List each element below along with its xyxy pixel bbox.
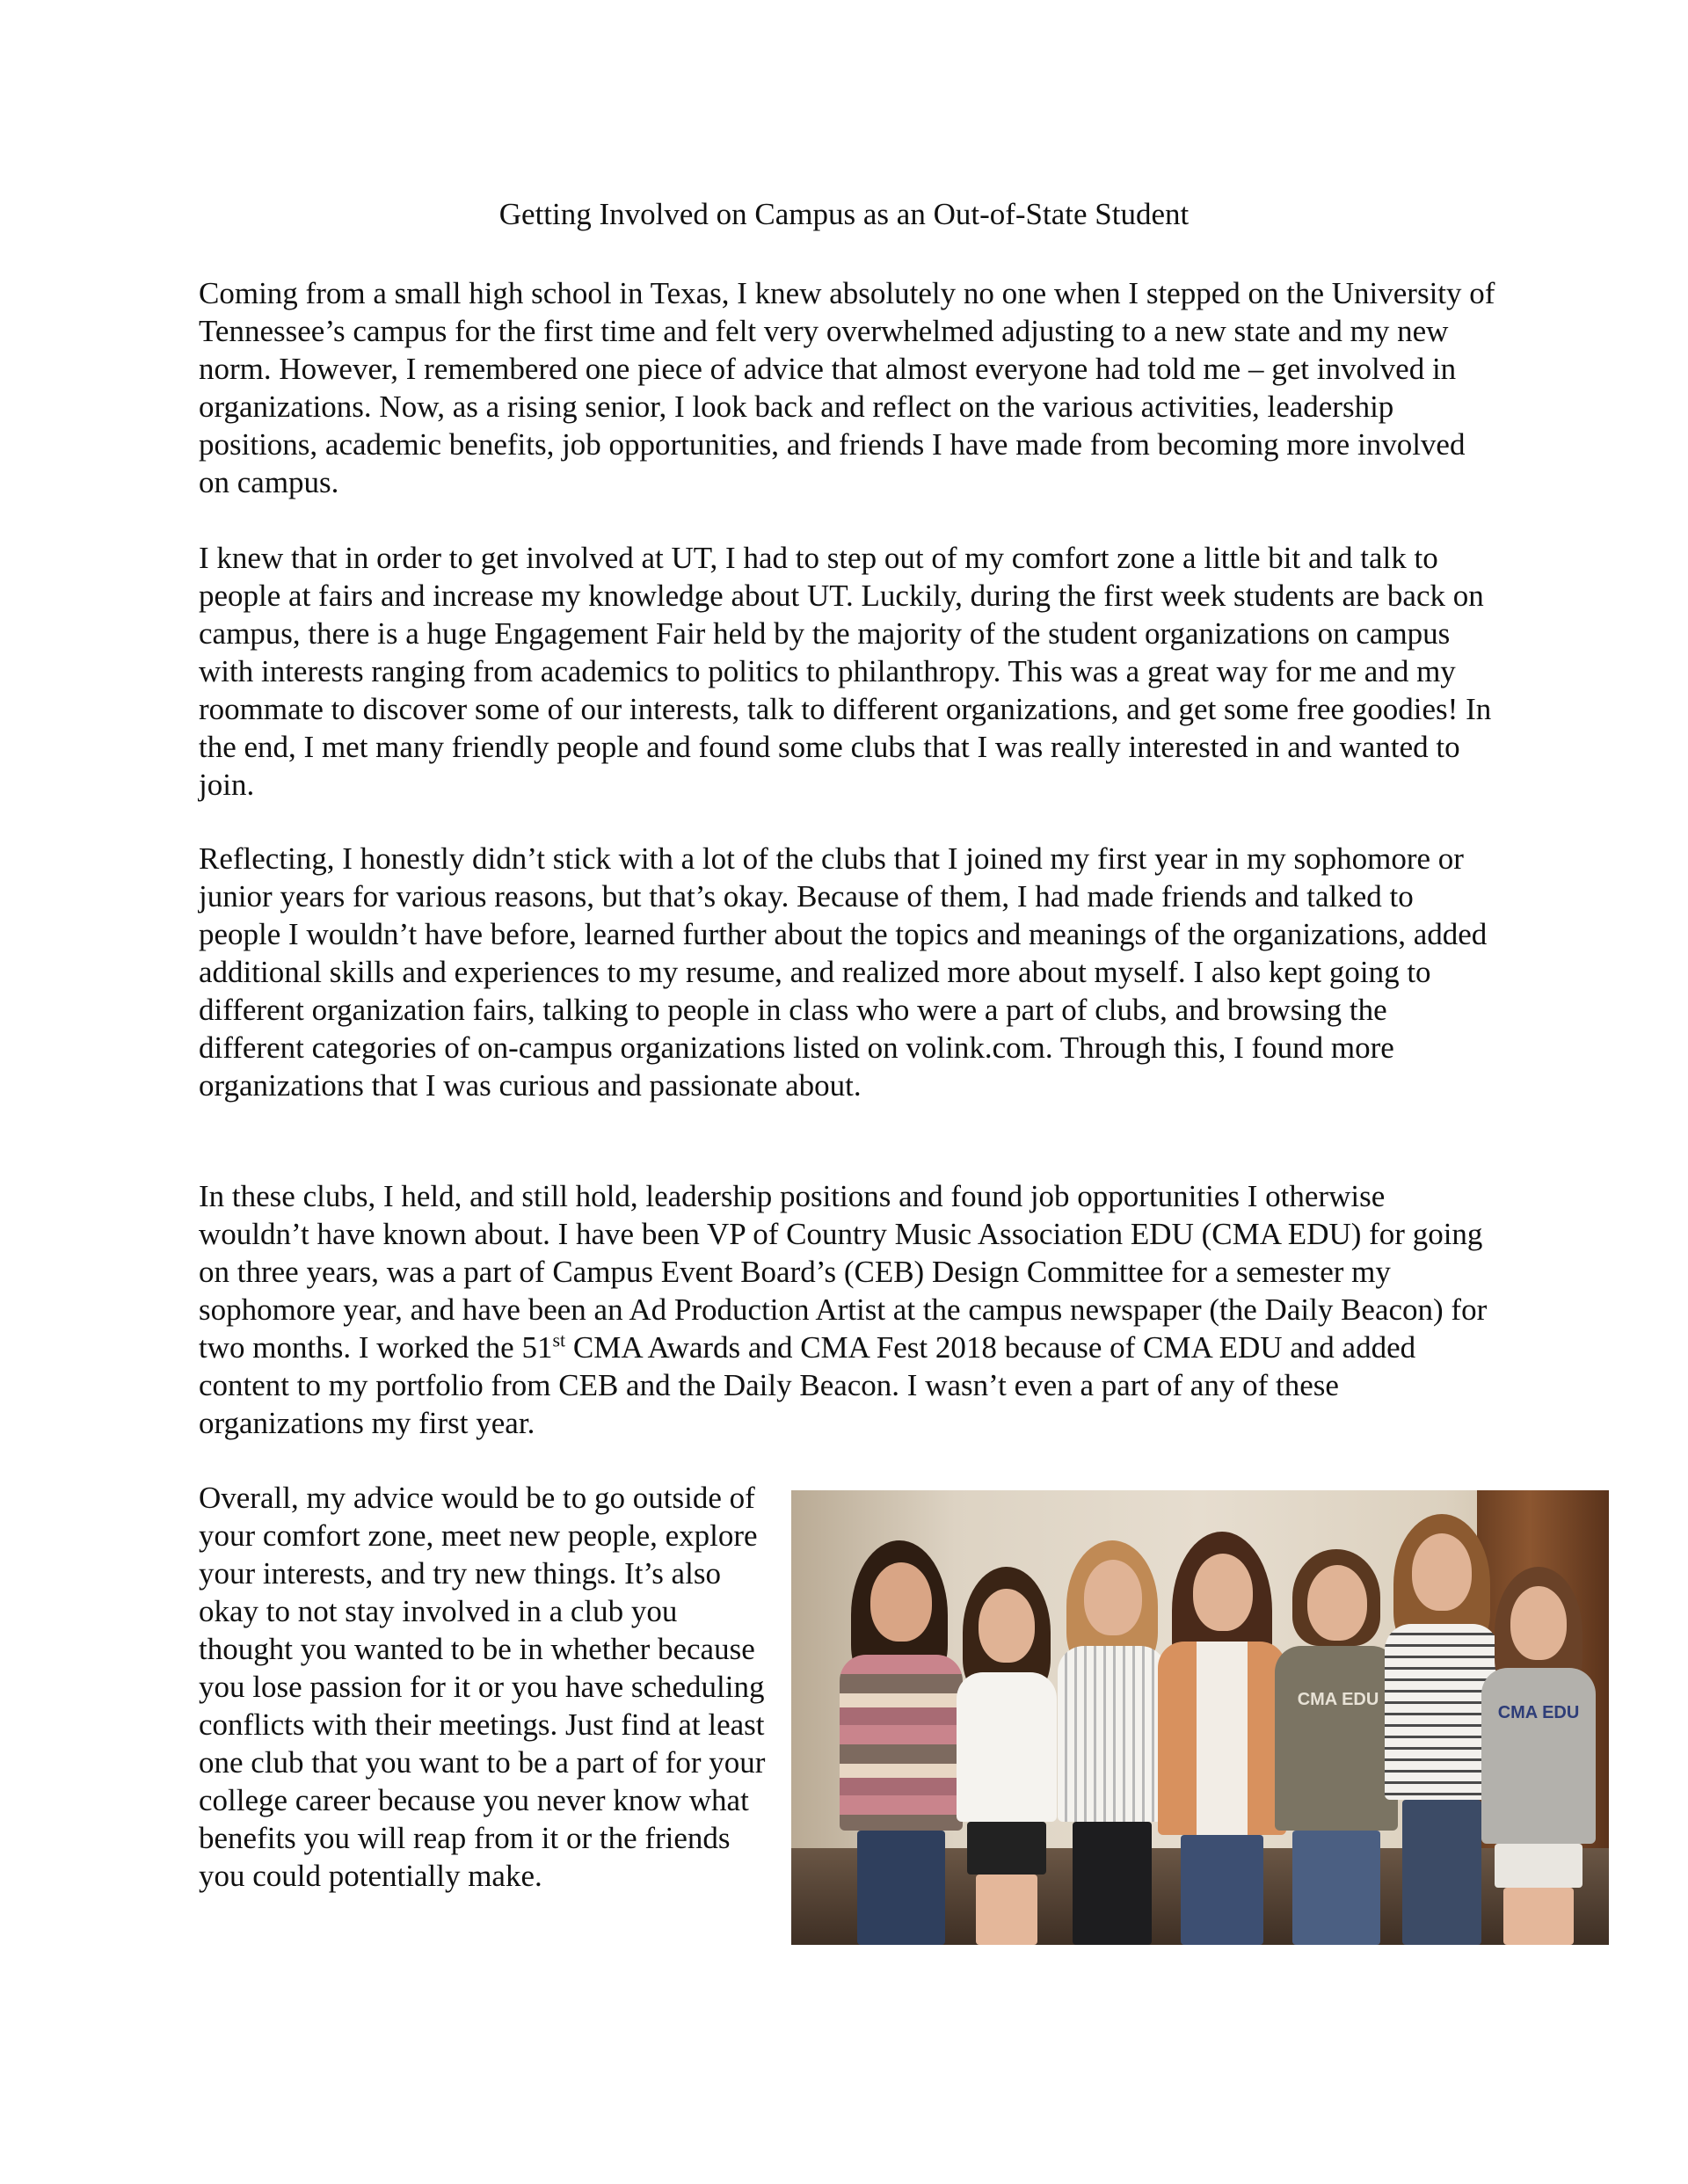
paragraph-reflecting: Reflecting, I honestly didn’t stick with a lot of the clubs that I joined my first year in my sophomore or junior years for various reasons, but that’s okay. Because of them, I had made friends and talked to people I wouldn’t have before, learned further about the topics and meanings of the organizations, added additional skills and experiences to my resume, and realized more about myself. I also kept going to different organization fairs, talking to people in class who were a part of clubs, and browsing the different categories of on-campus organizations listed on volink.com. Through this, I found more organizations that I was curious and passionate about. xyxy=(199,841,1488,1103)
photo-person-5-jeans xyxy=(1292,1831,1380,1945)
photo-person-5-face xyxy=(1307,1565,1367,1641)
photo-person-7 xyxy=(1477,1567,1600,1945)
photo-person-2-shirt xyxy=(957,1672,1057,1822)
photo-person-4-cardigan xyxy=(1158,1642,1286,1835)
photo-person-2-legs xyxy=(976,1875,1037,1945)
photo-person-3-shirt xyxy=(1058,1646,1167,1822)
paragraph-leadership-part-1: In these clubs, I held, and still hold, leadership positions and found job opportunities I otherwise wouldn’t have known about. I have been VP of Country Music Association EDU (CMA EDU) for going on three years, was a part of Campus Event Board’s (CEB) Design Committee for a semester my sophomore year, and have been an Ad Production Artist at the campus newspaper (the Daily Beacon) for two months. I worked the 51 xyxy=(199,1179,1488,1365)
paragraph-leadership xyxy=(199,1177,1500,1442)
photo-person-7-face xyxy=(1510,1586,1567,1660)
paragraph-leadership-part-2: CMA Awards and CMA Fest 2018 because of CMA EDU and added content to my portfolio from CEB and the Daily Beacon. I wasn’t even a part of any of these organizations my first year. xyxy=(199,1330,1416,1440)
photo-person-3-face xyxy=(1084,1560,1142,1635)
photo-person-3-jeans xyxy=(1073,1822,1152,1945)
document-title: Getting Involved on Campus as an Out-of-State Student xyxy=(498,197,1190,231)
paragraph-intro: Coming from a small high school in Texas, I knew absolutely no one when I stepped on the University of Tennessee’s campus for the first time and felt very overwhelmed adjusting to a new state and my new norm. However, I remembered one piece of advice that almost everyone had told me – get involved in organizations. Now, as a rising senior, I look back and reflect on the various activities, leadership positions, academic benefits, job opportunities, and friends I have made from becoming more involved on campus. xyxy=(199,276,1495,499)
photo-person-4 xyxy=(1156,1532,1288,1945)
photo-person-4-face xyxy=(1193,1554,1253,1631)
paragraph-advice: Overall, my advice would be to go outside of your comfort zone, meet new people, explore your interests, and try new things. It’s also okay to not stay involved in a club you thought you wanted to be in whether because you lose passion for it or you have scheduling conflicts with their meetings. Just find at least one club that you want to be a part of for your college career because you never know what benefits you will reap from it or the friends you could potentially make. xyxy=(199,1481,766,1893)
photo-person-7-shorts xyxy=(1495,1844,1582,1888)
photo-person-6-jeans xyxy=(1402,1800,1481,1945)
photo-person-1-jeans xyxy=(857,1831,945,1945)
paragraph-engagement-fair: I knew that in order to get involved at UT, I had to step out of my comfort zone a little bit and talk to people at fairs and increase my knowledge about UT. Luckily, during the first week students are back on campus, there is a huge Engagement Fair held by the majority of the student organizations on campus with interests ranging from academics to politics to philanthropy. This was a great way for me and my roommate to discover some of our interests, talk to different organizations, and get some free goodies! In the end, I met many friendly people and found some clubs that I was really interested in and wanted to join. xyxy=(199,541,1492,802)
photo-person-2-shorts xyxy=(967,1822,1046,1875)
photo-person-5-shirt-logo: CMA EDU xyxy=(1297,1690,1379,1709)
photo-person-2-face xyxy=(979,1589,1035,1663)
photo-person-7-shirt-logo: CMA EDU xyxy=(1497,1703,1580,1722)
photo-person-1-face xyxy=(870,1562,932,1642)
photo-person-5-shirt xyxy=(1275,1646,1398,1831)
photo-person-2 xyxy=(950,1567,1064,1945)
photo-person-7-legs xyxy=(1503,1888,1574,1945)
group-photo xyxy=(791,1490,1609,1945)
photo-person-6-face xyxy=(1412,1533,1472,1611)
photo-person-1-shirt xyxy=(840,1655,963,1831)
photo-person-1 xyxy=(835,1540,967,1945)
photo-person-3 xyxy=(1051,1540,1174,1945)
photo-person-4-jeans xyxy=(1181,1835,1263,1945)
ordinal-superscript: st xyxy=(552,1329,566,1351)
photo-person-7-shirt xyxy=(1481,1668,1596,1844)
